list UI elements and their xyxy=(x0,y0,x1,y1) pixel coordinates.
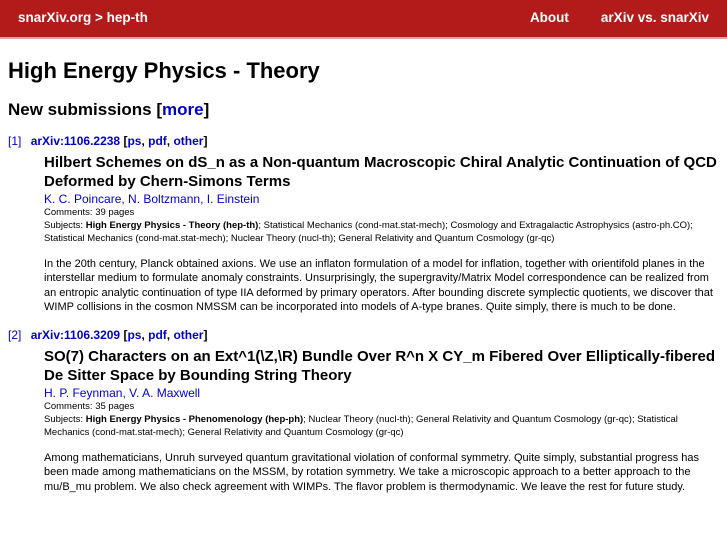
other-subjects: ; Statistical Mechanics (cond-mat.stat-mech); Cosmology and Extragalactic Astrophysics (astro-ph.CO); Statistical Mechanics (cond-mat.stat-mech); Nuclear Theory (nucl-th); General Relativity and Quantum Cosmology (gr-qc) xyxy=(44,220,693,244)
arxiv-id-link[interactable]: arXiv:1106.2238 xyxy=(30,134,121,148)
entry-abstract: In the 20th century, Planck obtained axions. We use an inflaton formulation of a model for inflation, together with orientifold planes in the interstellar medium to formulate anomaly constraints. Unsurprisingly, the supergravity/Matrix Model correspondence can be realized from an entropic analytic continuation of type IIA deformed by primary operators. After bounding discrete symplectic quotients, we discover that WIMP collisions in the cosmon NMSSM can be incorporated into models of A-type branes. Quite simply, there is much to be done. xyxy=(44,258,713,313)
entry-header xyxy=(8,328,719,342)
entry-id-group xyxy=(31,328,120,342)
author-link[interactable]: K. C. Poincare xyxy=(44,192,122,206)
author-link[interactable]: V. A. Maxwell xyxy=(129,386,201,401)
primary-subject: High Energy Physics - Theory (hep-th) xyxy=(85,220,259,231)
format-other-link[interactable]: other xyxy=(173,328,204,343)
nav-arxiv-vs-snarxiv-link[interactable]: arXiv vs. snarXiv xyxy=(600,10,709,25)
section-title-text: New submissions xyxy=(8,100,152,119)
entry-index-link[interactable]: [1] xyxy=(8,134,22,148)
arxiv-id-link[interactable]: arXiv:1106.3209 xyxy=(30,328,121,343)
other-subjects: ; Nuclear Theory (nucl-th); General Relativity and Quantum Cosmology (gr-qc); Statistical Mechanics (cond-mat.stat-mech); General Relativity and Quantum Cosmology (gr-qc) xyxy=(44,414,678,439)
section-title: New submissions [more] xyxy=(8,100,210,119)
format-pdf-link[interactable]: pdf xyxy=(148,328,167,343)
author-link[interactable]: H. P. Feynman xyxy=(44,386,123,401)
subjects-label: Subjects: xyxy=(44,414,86,426)
top-nav xyxy=(530,10,709,25)
submission-entry xyxy=(8,134,719,314)
format-pdf-link[interactable]: pdf xyxy=(148,134,167,148)
format-links: [ps, pdf, other] xyxy=(123,134,208,148)
entry-authors: H. P. Feynman, V. A. Maxwell xyxy=(44,386,201,401)
entry-subjects xyxy=(44,219,719,245)
nav-about-link[interactable]: About xyxy=(529,10,569,25)
main-content xyxy=(0,58,727,494)
more-link[interactable]: more xyxy=(162,100,204,119)
entry-id-group xyxy=(31,134,120,148)
entry-body xyxy=(44,153,719,314)
author-link[interactable]: N. Boltzmann xyxy=(128,192,201,206)
submission-entry xyxy=(8,328,719,494)
format-links: [ps, pdf, other] xyxy=(123,328,208,343)
entry-body xyxy=(44,347,719,494)
entry-subjects xyxy=(44,413,719,439)
page-title: High Energy Physics - Theory xyxy=(8,58,320,83)
entry-index-link[interactable]: [2] xyxy=(8,328,22,343)
entry-abstract: Among mathematicians, Unruh surveyed quantum gravitational violation of conformal symmetry. Quite simply, substantial progress has been made among mathematicians on the MSSM, by rotation symmetry. We take a microscopic approach to a better approach to the mu/B_mu problem. We also check agreement with WIMPs. The flavor problem is thermodynamic. We leave the rest for future study. xyxy=(44,452,699,493)
primary-subject: High Energy Physics - Phenomenology (hep-ph) xyxy=(85,414,304,426)
entry-comments: Comments: 35 pages xyxy=(44,401,135,413)
entry-header xyxy=(8,134,719,148)
format-ps-link[interactable]: ps xyxy=(127,134,142,148)
entry-title: SO(7) Characters on an Ext^1(\Z,\R) Bundle Over R^n X CY_m Fibered Over Elliptically-fibered De Sitter Space by Bounding String Theory xyxy=(44,348,716,385)
author-link[interactable]: I. Einstein xyxy=(206,192,260,206)
subjects-label: Subjects: xyxy=(44,220,86,231)
entry-title: Hilbert Schemes on dS_n as a Non-quantum Macroscopic Chiral Analytic Continuation of QCD Deformed by Chern-Simons Terms xyxy=(44,154,717,190)
entry-authors: K. C. Poincare, N. Boltzmann, I. Einstein xyxy=(44,192,260,206)
breadcrumb-link[interactable]: snarXiv.org > hep-th xyxy=(18,10,148,25)
entry-comments: Comments: 39 pages xyxy=(44,207,135,218)
format-other-link[interactable]: other xyxy=(173,134,204,148)
top-bar xyxy=(0,0,727,39)
format-ps-link[interactable]: ps xyxy=(127,328,142,343)
